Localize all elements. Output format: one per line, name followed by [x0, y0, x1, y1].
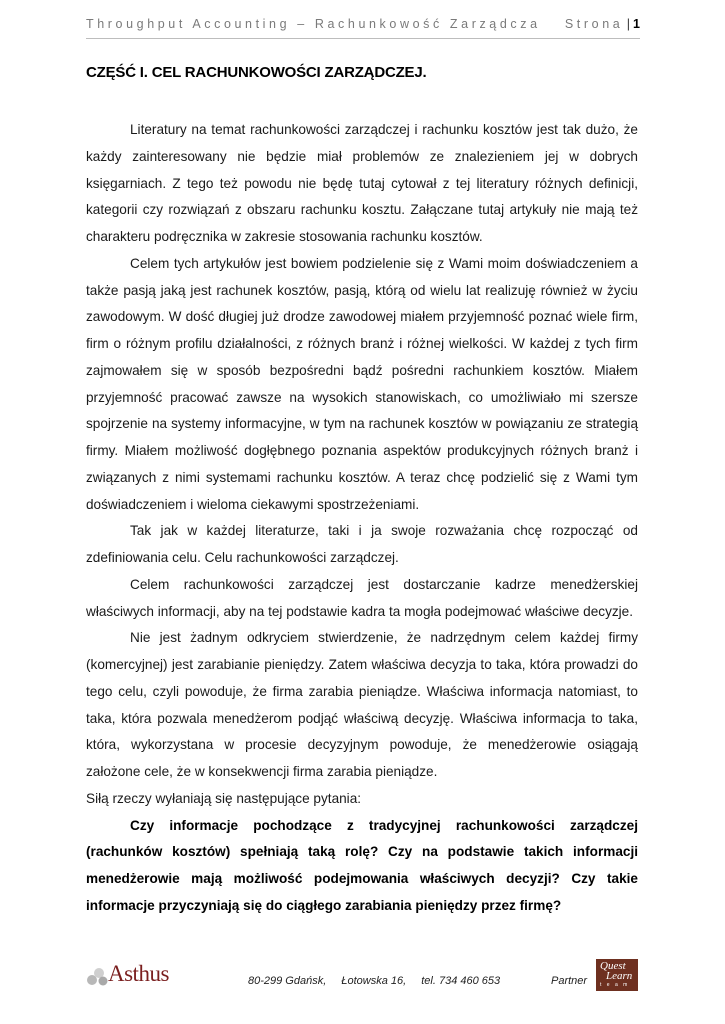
footer-phone: tel. 734 460 653 — [421, 975, 501, 987]
page-header — [86, 14, 640, 39]
question-paragraph: Czy informacje pochodzące z tradycyjnej rachunkowości zarządczej (rachunków kosztów) spełniają taką rolę? Czy na podstawie takich informacji menedżerowie mają możliwość podejmowania właściwych decyzji? Czy takie informacje przyczyniają się do ciągłego zarabiania pieniędzy przez firmę? — [86, 817, 638, 913]
questlearn-logo — [596, 959, 638, 991]
questlearn-logo-line2: Learn — [606, 970, 633, 982]
paragraph-2: Celem tych artykułów jest bowiem podzielenie się z Wami moim doświadczeniem a także pasją jaką jest rachunek kosztów, pasją, którą od wielu lat realizuję również w życiu zawodowym. W dość długiej już drodze zawodowej miałem przyjemność poznać wiele firm, firm o różnym profilu działalności, z różnych branż i różnej wielkości. W każdej z tych firm zajmowałem się w sposób bezpośredni bądź pośredni rachunkiem kosztów. Miałem przyjemność pracować zawsze na wysokich stanowiskach, co umożliwiało mi szersze spojrzenie na systemy informacyjne, w tym na rachunek kosztów w powiązaniu ze strategią firmy. Miałem możliwość dogłębnego poznania aspektów produkcyjnych różnych branż i związanych z nimi systemami rachunku kosztów. A teraz chcę podzielić się z Wami tym doświadczeniem i wieloma ciekawymi spostrzeżeniami. — [86, 255, 638, 512]
page-footer — [0, 955, 725, 995]
header-title: Throughput Accounting – Rachunkowość Zarządcza — [86, 17, 541, 31]
questlearn-logo-line3: t e a m — [600, 982, 630, 988]
footer-city: 80-299 Gdańsk, — [248, 975, 327, 987]
page-label: Strona — [564, 17, 624, 31]
paragraph-6: Siłą rzeczy wyłaniają się następujące pytania: — [86, 790, 362, 806]
paragraph-1: Literatury na temat rachunkowości zarządczej i rachunku kosztów jest tak dużo, że każdy zainteresowany nie będzie miał problemów ze znalezieniem jej w dobrych księgarniach. Z tego też powodu nie będę tutaj cytował z tej literatury różnych definicji, kategorii czy rozwiązań z obszaru rachunku kosztu. Załączane tutaj artykuły nie mają też charakteru podręcznika w zakresie stosowania rachunku kosztów. — [86, 122, 638, 244]
questlearn-logo-line1: Quest — [600, 960, 626, 972]
asthus-logo-text: Asthus — [108, 961, 169, 986]
document-body — [86, 117, 638, 920]
paragraph-5: Nie jest żadnym odkryciem stwierdzenie, że nadrzędnym celem każdej firmy (komercyjnej) jest zarabianie pieniędzy. Zatem właściwa decyzja to taka, która prowadzi do tego celu, czyli powoduje, że firma zarabia pieniądze. Właściwa informacja natomiast, to taka, która pozwala menedżerom podjąć właściwą decyzję. Właściwa informacja to taka, która, wykorzystana w procesie decyzyjnym powoduje, że menedżerowie osiągają założone cele, że w konsekwencji firma zarabia pieniądze. — [86, 630, 638, 779]
paragraph-4: Celem rachunkowości zarządczej jest dostarczanie kadrze menedżerskiej właściwych informacji, aby na tej podstawie kadra ta mogła podejmować właściwe decyzje. — [86, 576, 638, 619]
header-page — [565, 17, 640, 31]
footer-street: Łotowska 16, — [341, 975, 407, 987]
section-heading: CZĘŚĆ I. CEL RACHUNKOWOŚCI ZARZĄDCZEJ. — [86, 64, 427, 81]
paragraph-3: Tak jak w każdej literaturze, taki i ja swoje rozważania chcę rozpocząć od zdefiniowania celu. Celu rachunkowości zarządczej. — [86, 523, 638, 565]
partner-label: Partner — [551, 975, 588, 987]
footer-address — [248, 975, 512, 987]
page-separator: | — [626, 17, 631, 31]
asthus-logo — [86, 959, 186, 989]
page-number: 1 — [633, 17, 640, 31]
